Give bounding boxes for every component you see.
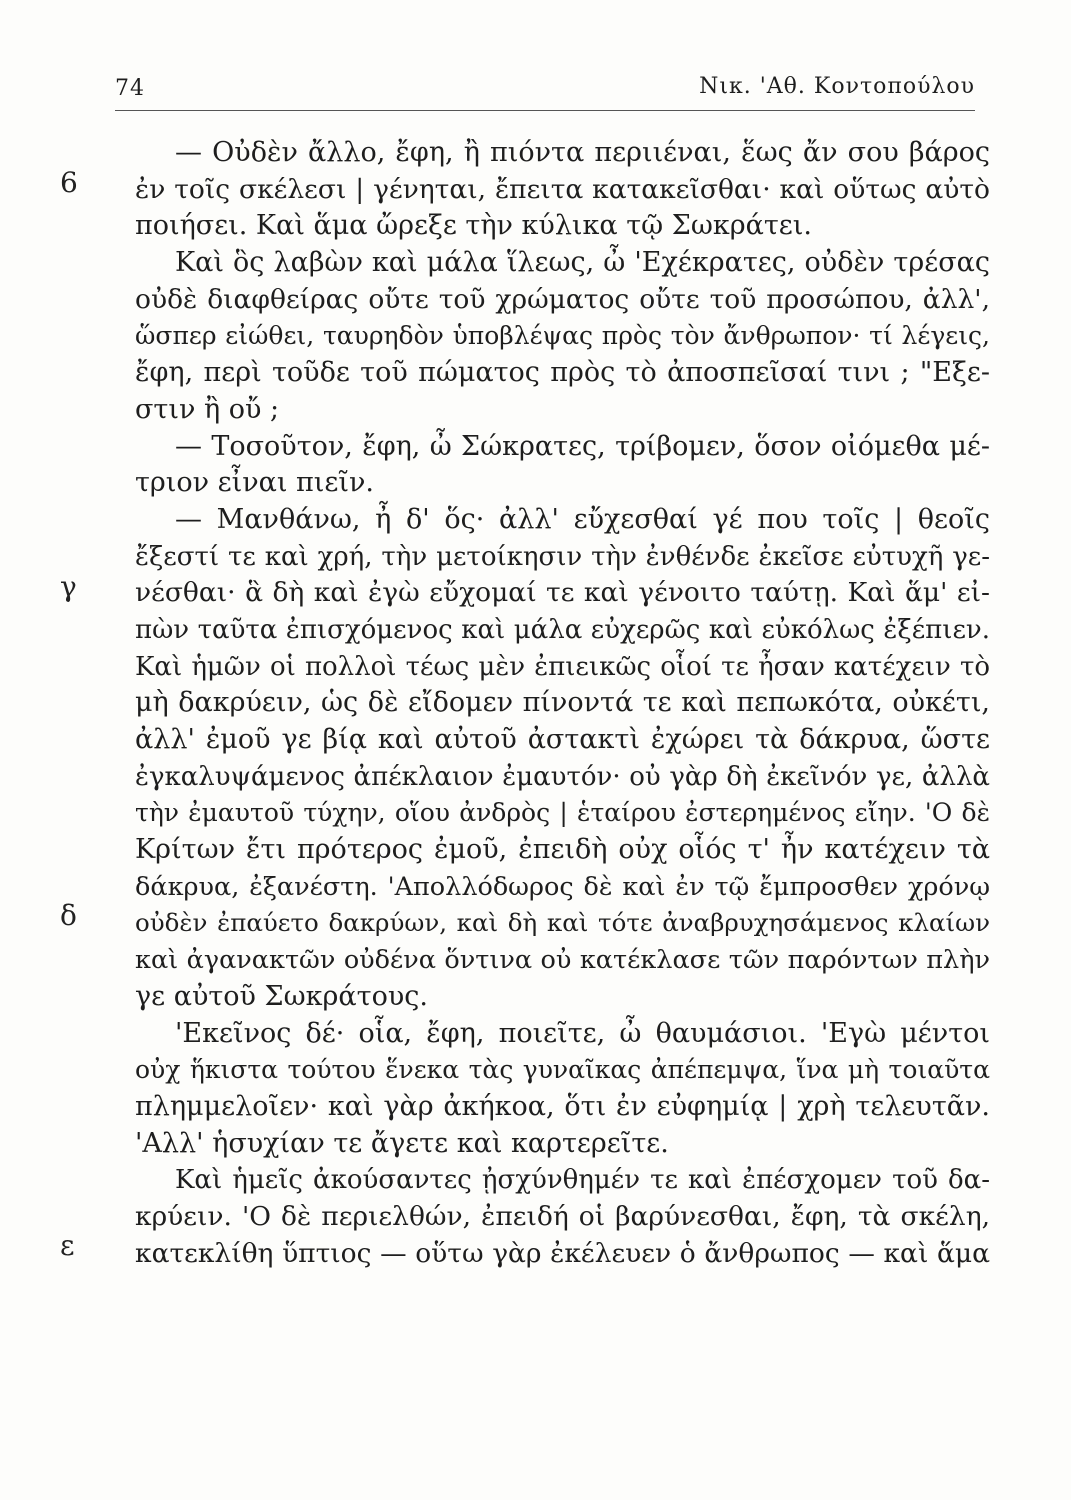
text-line: στιν ἢ οὔ ; — [135, 393, 280, 425]
text-line: οὐδὲ διαφθείρας οὔτε τοῦ χρώματος οὔτε τοῦ προσώπου, ἀλλ', — [135, 283, 990, 315]
text-line: — Οὐδὲν ἄλλο, ἔφη, ἢ πιόντα περιιέναι, ἕως ἄν σου βάρος — [175, 137, 990, 168]
page-number: 74 — [115, 76, 145, 101]
text-line: πὼν ταῦτα ἐπισχόμενος καὶ μάλα εὐχερῶς καὶ εὐκόλως ἐξέπιεν. — [135, 614, 990, 645]
text-line: ποιήσει. Καὶ ἅμα ὤρεξε τὴν κύλικα τῷ Σωκράτει. — [135, 210, 812, 242]
page-header — [115, 72, 975, 104]
text-line: κρύειν. 'Ο δὲ περιελθών, ἐπειδή οἱ βαρύνεσθαι, ἔφη, τὰ σκέλη, — [135, 1200, 990, 1232]
text-line: κατεκλίθη ὕπτιος — οὕτω γὰρ ἐκέλευεν ὁ ἄνθρωπος — καὶ ἅμα — [135, 1237, 990, 1269]
text-line: 'Αλλ' ἡσυχίαν τε ἄγετε καὶ καρτερεῖτε. — [135, 1127, 669, 1159]
text-line: νέσθαι· ἃ δὴ καὶ ἐγὼ εὔχομαί τε καὶ γένοιτο ταύτῃ. Καὶ ἅμ' εἰ- — [135, 577, 990, 609]
text-line: ἔφη, περὶ τοῦδε τοῦ πώματος πρὸς τὸ ἀποσπεῖσαί τινι ; "Εξε- — [135, 357, 990, 389]
text-line: οὐδὲν ἐπαύετο δακρύων, καὶ δὴ καὶ τότε ἀναβρυχησάμενος κλαίων — [135, 908, 990, 938]
text-line: Καὶ ὃς λαβὼν καὶ μάλα ἵλεως, ὦ 'Εχέκρατες, οὐδὲν τρέσας — [175, 247, 990, 279]
margin-marker-e: ε — [60, 1229, 75, 1262]
text-line: ἐν τοῖς σκέλεσι | γένηται, ἔπειτα κατακεῖσθαι· καὶ οὕτως αὐτὸ — [135, 173, 990, 205]
text-line: πλημμελοῖεν· καὶ γὰρ ἀκήκοα, ὅτι ἐν εὐφημίᾳ | χρὴ τελευτᾶν. — [135, 1090, 990, 1122]
text-line: ὥσπερ εἰώθει, ταυρηδὸν ὑποβλέψας πρὸς τὸν ἄνθρωπον· τί λέγεις, — [135, 321, 990, 351]
margin-marker-c: γ — [60, 570, 77, 603]
text-line: μὴ δακρύειν, ὡς δὲ εἴδομεν πίνοντά τε καὶ πεπωκότα, οὐκέτι, — [135, 687, 990, 719]
text-line: 'Εκεῖνος δέ· οἷα, ἔφη, ποιεῖτε, ὦ θαυμάσιοι. 'Εγὼ μέντοι — [175, 1017, 990, 1049]
text-line: Κρίτων ἔτι πρότερος ἐμοῦ, ἐπειδὴ οὐχ οἷός τ' ἦν κατέχειν τὰ — [135, 834, 990, 866]
text-line: δάκρυα, ἐξανέστη. 'Απολλόδωρος δὲ καὶ ἐν τῷ ἔμπροσθεν χρόνῳ — [135, 871, 990, 902]
text-line: γε αὐτοῦ Σωκράτους. — [135, 980, 428, 1012]
text-line: οὐχ ἥκιστα τούτου ἕνεκα τὰς γυναῖκας ἀπέπεμψα, ἵνα μὴ τοιαῦτα — [135, 1055, 990, 1085]
text-line: ἔξεστί τε καὶ χρή, τὴν μετοίκησιν τὴν ἐνθένδε ἐκεῖσε εὐτυχῆ γε- — [135, 541, 990, 572]
text-line: ἀλλ' ἐμοῦ γε βίᾳ καὶ αὐτοῦ ἀστακτὶ ἐχώρει τὰ δάκρυα, ὥστε — [135, 724, 990, 755]
margin-marker-d: δ — [60, 899, 77, 932]
text-line: Καὶ ἡμῶν οἱ πολλοὶ τέως μὲν ἐπιεικῶς οἷοί τε ἦσαν κατέχειν τὸ — [135, 651, 990, 682]
margin-marker-b: 6 — [60, 166, 78, 199]
running-head: Νικ. 'Αθ. Κοντοπούλου — [699, 74, 975, 99]
text-line: τὴν ἐμαυτοῦ τύχην, οἵου ἀνδρὸς | ἑταίρου ἐστερημένος εἴην. 'Ο δὲ — [135, 798, 990, 828]
text-line: ἐγκαλυψάμενος ἀπέκλαιον ἐμαυτόν· οὐ γὰρ δὴ ἐκεῖνόν γε, ἀλλὰ — [135, 761, 990, 792]
text-line: — Μανθάνω, ἦ δ' ὅς· ἀλλ' εὔχεσθαί γέ που τοῖς | θεοῖς — [175, 503, 990, 535]
body-text — [135, 135, 990, 1272]
text-line: Καὶ ἡμεῖς ἀκούσαντες ᾐσχύνθημέν τε καὶ ἐπέσχομεν τοῦ δα- — [175, 1165, 990, 1196]
header-rule — [115, 110, 975, 111]
text-line: καὶ ἀγανακτῶν οὐδένα ὅντινα οὐ κατέκλασε τῶν παρόντων πλὴν — [135, 945, 990, 976]
text-line: — Τοσοῦτον, ἔφη, ὦ Σώκρατες, τρίβομεν, ὅσον οἰόμεθα μέ- — [175, 430, 990, 462]
text-line: τριον εἶναι πιεῖν. — [135, 467, 374, 499]
